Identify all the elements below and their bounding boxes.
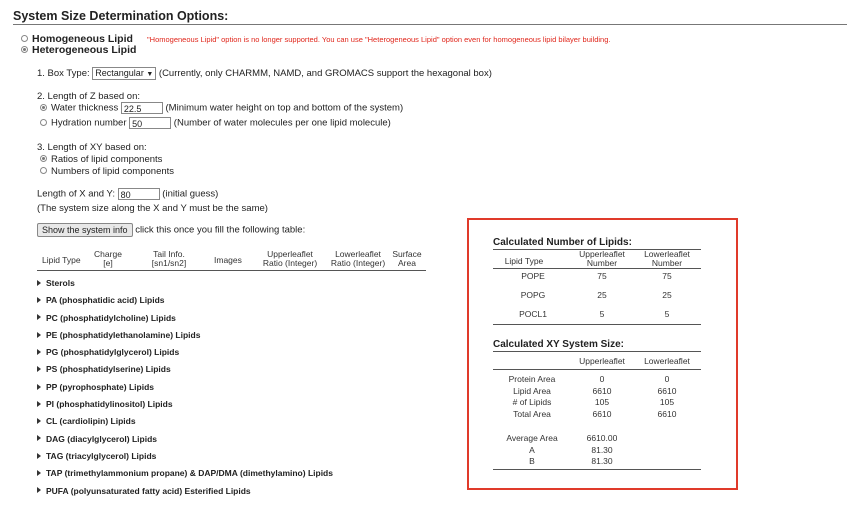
th-upper-2: Ratio (Integer) — [262, 258, 318, 268]
calc-th-lower-1: Lowerleaflet — [644, 249, 690, 259]
calc-xy-average — [493, 433, 701, 468]
th-upper — [258, 250, 322, 268]
calc-xy-top-rule — [493, 351, 701, 352]
box-type-value: Rectangular — [95, 68, 144, 78]
category-tap[interactable] — [37, 468, 333, 485]
xy-guess-input[interactable]: 80 — [118, 188, 160, 200]
th-charge-2: [e] — [103, 258, 113, 268]
heterogeneous-radio[interactable] — [21, 46, 28, 53]
th-surface-2: Area — [398, 258, 416, 268]
category-pp[interactable] — [37, 382, 333, 399]
heterogeneous-option[interactable] — [21, 44, 136, 56]
th-tail — [144, 250, 194, 268]
calc-lipid-upper: 75 — [597, 271, 607, 281]
table-row — [493, 290, 701, 309]
category-pe[interactable] — [37, 330, 333, 347]
expand-arrow-icon — [37, 297, 41, 303]
calc-lipids-title: Calculated Number of Lipids: — [493, 237, 632, 248]
calc-xy-th-upper: Upperleaflet — [579, 356, 625, 366]
th-surface — [389, 250, 425, 268]
section-title: System Size Determination Options: — [13, 9, 229, 23]
hydration-label: Hydration number — [51, 117, 127, 129]
calc-xy-upper: 0 — [599, 374, 605, 384]
box-type-label: 1. Box Type: — [37, 68, 90, 80]
xy-same-note: (The system size along the X and Y must be the same) — [37, 203, 268, 214]
calc-lipids-header-rule — [493, 268, 701, 269]
calc-avg-value: 81.30 — [591, 456, 613, 466]
calc-xy-label: Protein Area — [508, 374, 556, 384]
expand-arrow-icon — [37, 366, 41, 372]
ratios-label: Ratios of lipid components — [51, 154, 163, 165]
calc-xy-label: # of Lipids — [512, 397, 552, 407]
water-thickness-label: Water thickness — [51, 102, 119, 114]
show-info-row — [37, 223, 305, 237]
hydration-radio[interactable] — [40, 119, 47, 126]
category-label: TAG (triacylglycerol) Lipids — [46, 450, 157, 461]
calc-th-lower-2: Number — [651, 258, 683, 268]
calc-xy-header-rule — [493, 369, 701, 370]
category-label: PP (pyrophosphate) Lipids — [46, 381, 154, 392]
category-label: CL (cardiolipin) Lipids — [46, 416, 136, 427]
calc-th-upper — [569, 250, 635, 268]
category-label: DAG (diacylglycerol) Lipids — [46, 433, 157, 444]
box-type-note: (Currently, only CHARMM, NAMD, and GROMACS support the hexagonal box) — [158, 68, 492, 80]
homogeneous-radio[interactable] — [21, 35, 28, 42]
expand-arrow-icon — [37, 332, 41, 338]
hydration-input[interactable]: 50 — [129, 117, 171, 129]
category-cl[interactable] — [37, 416, 333, 433]
th-lower-1: Lowerleaflet — [335, 249, 381, 259]
expand-arrow-icon — [37, 435, 41, 441]
table-header-divider — [37, 270, 426, 271]
category-label: PI (phosphatidylinositol) Lipids — [46, 399, 173, 410]
table-row — [493, 445, 701, 457]
th-surface-1: Surface — [392, 249, 422, 259]
lipid-category-list — [37, 278, 333, 503]
water-thickness-radio[interactable] — [40, 104, 47, 111]
calc-xy-bottom-rule — [493, 469, 701, 470]
category-dag[interactable] — [37, 434, 333, 451]
table-row — [493, 409, 701, 421]
calc-lipid-lower: 75 — [662, 271, 672, 281]
calc-th-upper-1: Upperleaflet — [579, 249, 625, 259]
category-label: TAP (trimethylammonium propane) & DAP/DMA (dimethylamino) Lipids — [46, 468, 333, 479]
calc-xy-title: Calculated XY System Size: — [493, 339, 624, 350]
calc-lipids-bottom-rule — [493, 324, 701, 325]
homogeneous-warning: "Homogeneous Lipid" option is no longer supported. You can use "Heterogeneous Lipid" option even for homogeneous lipid bilayer building. — [147, 35, 611, 44]
table-row — [493, 433, 701, 445]
expand-arrow-icon — [37, 384, 41, 390]
length-z-label: 2. Length of Z based on: — [37, 91, 140, 102]
calc-xy-upper: 105 — [594, 397, 610, 407]
category-sterols[interactable] — [37, 278, 333, 295]
calc-lipid-type: POPE — [521, 271, 545, 281]
category-ps[interactable] — [37, 364, 333, 381]
table-row — [493, 456, 701, 468]
category-pi[interactable] — [37, 399, 333, 416]
category-label: PUFA (polyunsaturated fatty acid) Esterified Lipids — [46, 485, 251, 496]
calc-avg-label: Average Area — [506, 433, 558, 443]
category-label: PC (phosphatidylcholine) Lipids — [46, 312, 176, 323]
water-thickness-row — [40, 102, 403, 114]
section-divider — [13, 24, 847, 25]
expand-arrow-icon — [37, 418, 41, 424]
th-images: Images — [214, 255, 242, 265]
chevron-down-icon: ▼ — [146, 71, 154, 78]
calc-xy-rows — [493, 374, 701, 420]
homogeneous-label: Homogeneous Lipid — [32, 33, 133, 45]
calc-xy-upper: 6610 — [592, 385, 612, 396]
calc-lipid-upper: 25 — [597, 290, 607, 300]
table-row — [493, 271, 701, 290]
xy-guess-label: Length of X and Y: — [37, 188, 116, 200]
th-charge — [91, 250, 125, 268]
expand-arrow-icon — [37, 453, 41, 459]
table-row — [493, 397, 701, 409]
category-label: Sterols — [46, 278, 75, 288]
calc-th-upper-2: Number — [586, 258, 618, 268]
calc-xy-th-lower: Lowerleaflet — [644, 356, 690, 366]
numbers-row[interactable] — [40, 166, 174, 177]
calc-xy-lower: 6610 — [657, 385, 677, 396]
hydration-row — [40, 117, 391, 129]
calc-lipid-lower: 25 — [662, 290, 672, 300]
category-tag[interactable] — [37, 451, 333, 468]
table-row — [493, 374, 701, 386]
calc-th-lower — [635, 250, 699, 268]
calc-xy-label: Total Area — [513, 408, 551, 419]
calc-xy-lower: 105 — [659, 397, 675, 407]
category-pa[interactable] — [37, 295, 333, 312]
ratios-row[interactable] — [40, 154, 162, 165]
th-lower — [327, 250, 389, 268]
category-label: PE (phosphatidylethanolamine) Lipids — [46, 329, 201, 340]
length-xy-label: 3. Length of XY based on: — [37, 142, 147, 153]
show-system-info-button[interactable]: Show the system info — [37, 223, 133, 237]
calc-avg-label: B — [529, 456, 535, 466]
table-row — [493, 386, 701, 398]
ratios-radio[interactable] — [40, 155, 47, 162]
expand-arrow-icon — [37, 314, 41, 320]
calc-lipid-upper: 5 — [599, 309, 605, 319]
table-row — [493, 309, 701, 328]
category-label: PA (phosphatidic acid) Lipids — [46, 295, 165, 306]
expand-arrow-icon — [37, 280, 41, 286]
calc-lipid-lower: 5 — [664, 309, 670, 319]
hydration-note: (Number of water molecules per one lipid molecule) — [173, 117, 391, 129]
th-charge-1: Charge — [94, 249, 122, 259]
heterogeneous-label: Heterogeneous Lipid — [32, 44, 137, 56]
calc-xy-lower: 6610 — [657, 408, 677, 419]
box-type-row — [37, 67, 492, 80]
category-pc[interactable] — [37, 313, 333, 330]
water-thickness-note: (Minimum water height on top and bottom of the system) — [165, 102, 404, 114]
expand-arrow-icon — [37, 487, 41, 493]
category-label: PS (phosphatidylserine) Lipids — [46, 364, 171, 375]
expand-arrow-icon — [37, 349, 41, 355]
calc-avg-value: 81.30 — [591, 444, 613, 455]
th-lower-2: Ratio (Integer) — [330, 258, 386, 268]
th-tail-2: [sn1/sn2] — [151, 258, 187, 268]
water-thickness-input[interactable]: 22.5 — [121, 102, 163, 114]
xy-guess-row — [37, 188, 218, 200]
box-type-select[interactable] — [92, 67, 156, 80]
numbers-label: Numbers of lipid components — [51, 166, 175, 177]
category-pufa[interactable] — [37, 486, 333, 503]
xy-guess-note: (initial guess) — [162, 188, 219, 200]
calc-lipid-type: POCL1 — [519, 309, 547, 319]
category-pg[interactable] — [37, 347, 333, 364]
show-info-note: click this once you fill the following table: — [135, 224, 306, 236]
th-upper-1: Upperleaflet — [267, 249, 313, 259]
th-lipid-type: Lipid Type — [42, 255, 81, 265]
calc-avg-value: 6610.00 — [586, 433, 618, 443]
category-label: PG (phosphatidylglycerol) Lipids — [46, 347, 180, 358]
calc-lipids-rows — [493, 271, 701, 328]
th-tail-1: Tail Info. — [153, 249, 185, 259]
calc-xy-label: Lipid Area — [513, 385, 551, 396]
calc-xy-lower: 0 — [664, 374, 670, 384]
calc-lipid-type: POPG — [520, 290, 546, 300]
numbers-radio[interactable] — [40, 167, 47, 174]
calc-xy-upper: 6610 — [592, 408, 612, 419]
expand-arrow-icon — [37, 401, 41, 407]
expand-arrow-icon — [37, 470, 41, 476]
calc-avg-label: A — [529, 444, 535, 455]
calc-th-type: Lipid Type — [504, 256, 544, 266]
